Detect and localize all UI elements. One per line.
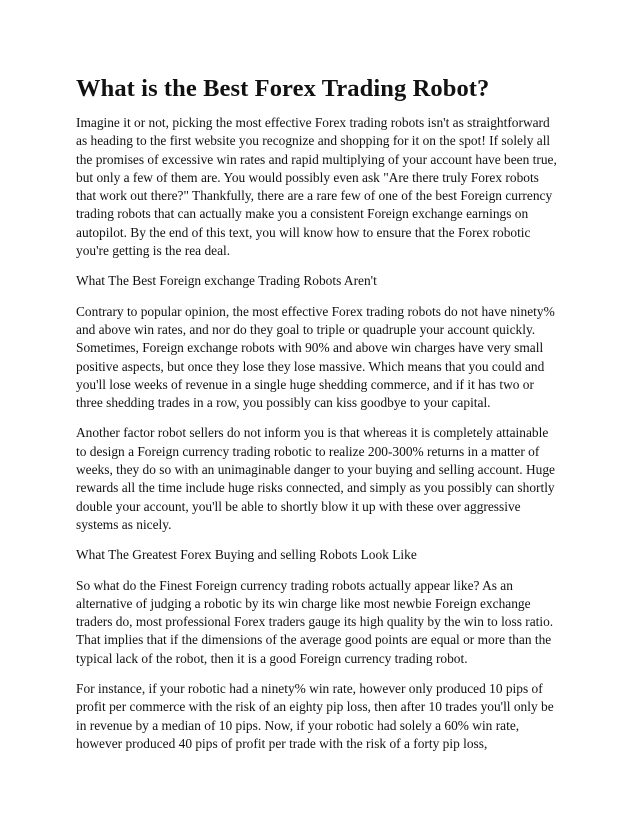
paragraph-robot-sellers: Another factor robot sellers do not inform you is that whereas it is completely attainable to design a Foreign currency trading robotic to realize 200-300% returns in a matter of weeks, they do so with an unimaginable danger to your buying and selling account. Huge rewards all the time include huge risks connected, and simply as you possibly can shortly double your account, you'll be able to shortly blow it up with these over aggressive systems as nicely. [76, 425, 555, 532]
paragraph-popular-opinion: Contrary to popular opinion, the most effective Forex trading robots do not have ninety% and above win rates, and nor do they goal to triple or quadruple your account quickly. Sometimes, Foreign exchange robots with 90% and above win charges have very small positive aspects, but once they lose they lose massive. Which means that you could and you'll lose weeks of revenue in a single huge shedding commerce, and if it has two or three shedding trades in a row, you possibly can kiss goodbye to your capital. [76, 303, 555, 411]
document-page [76, 74, 562, 765]
section-heading-what-robots-look-like: What The Greatest Forex Buying and selling Robots Look Like [76, 547, 417, 563]
page-title: What is the Best Forex Trading Robot? [76, 75, 490, 102]
section-heading-what-robots-arent: What The Best Foreign exchange Trading Robots Aren't [76, 273, 377, 289]
intro-paragraph: Imagine it or not, picking the most effective Forex trading robots isn't as straightforward as heading to the first website you recognize and shopping for it on the spot! If solely all the promises of excessive win rates and rapid multiplying of your account have been true, but only a few of them are. You would possibly even ask "Are there truly Forex robots that work out there?" Thankfully, there are a rare few of one of the best Foreign currency trading robots that can actually make you a consistent Foreign exchange earnings on autopilot. By the end of this text, you will know how to ensure that the Forex robotic you're getting is the rea deal. [76, 115, 557, 259]
paragraph-win-loss-ratio: So what do the Finest Foreign currency trading robots actually appear like? As an alternative of judging a robotic by its win charge like most newbie Foreign exchange traders do, most professional Forex traders gauge its high quality by the win to loss ratio. That implies that if the dimensions of the average good points are equal or more than the typical lack of the robot, then it is a good Foreign currency trading robot. [76, 577, 554, 666]
paragraph-example: For instance, if your robotic had a ninety% win rate, however only produced 10 pips of profit per commerce with the risk of an eighty pip loss, then after 10 trades you'll only be in revenue by a median of 10 pips. Now, if your robotic had solely a 60% win rate, however produced 40 pips of profit per trade with the risk of a forty pip loss, [76, 681, 554, 751]
